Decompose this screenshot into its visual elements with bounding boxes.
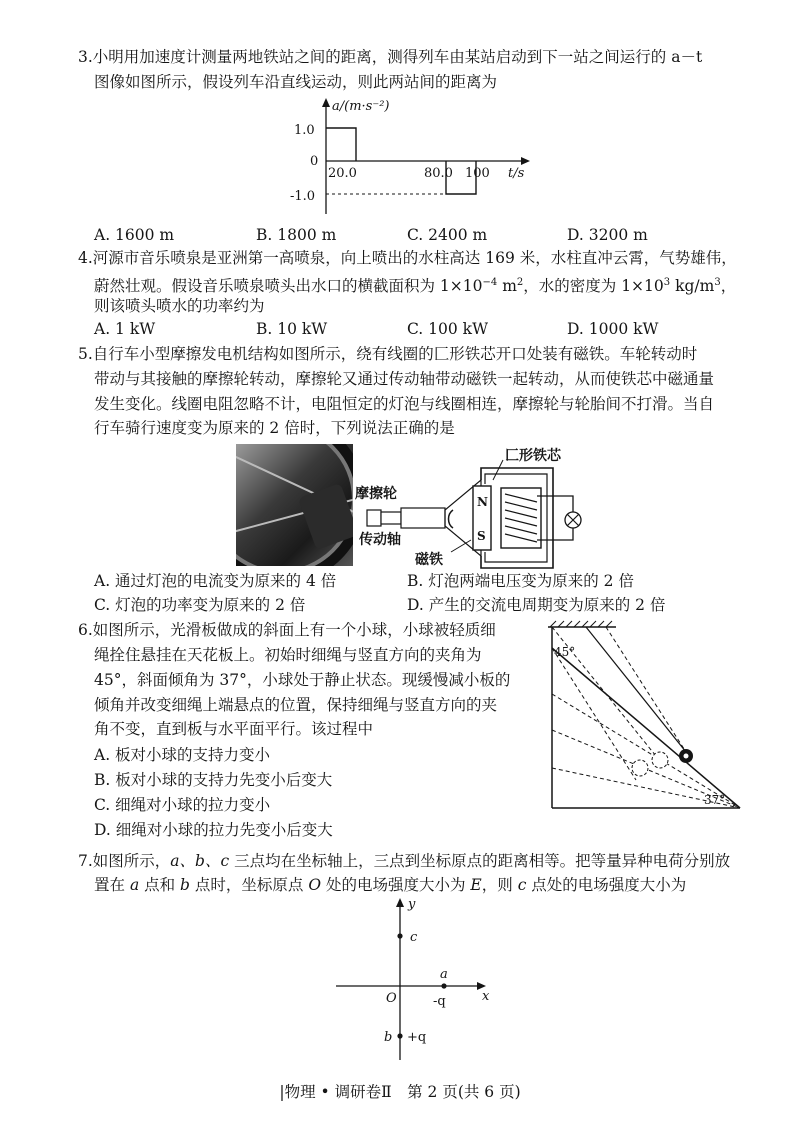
q3-stem-line1: 3.小明用加速度计测量两地铁站之间的距离，测得列车由某站启动到下一站之间运行的 a－t: [78, 48, 703, 66]
q6-option-c: C. 细绳对小球的拉力变小: [94, 796, 271, 814]
q3-y-axis-label: a/(m·s⁻²): [332, 99, 390, 114]
q5-stem-line2: 带动与其接触的摩擦轮转动，摩擦轮又通过传动轴带动磁铁一起转动，从而使铁芯中磁通量: [94, 370, 715, 388]
q4-option-b: B. 10 kW: [256, 320, 328, 338]
q3-xtick-20: 20.0: [328, 166, 357, 181]
magnet-s-label: S: [477, 529, 486, 543]
point-b-dot: [397, 1033, 402, 1038]
q3-xtick-80: 80.0: [424, 166, 453, 181]
magnet-label: 磁铁: [415, 552, 443, 568]
q5-stem-line4: 行车骑行速度变为原来的 2 倍时，下列说法正确的是: [94, 419, 455, 437]
q4-stem-line1: 4.河源市音乐喷泉是亚洲第一高喷泉，向上喷出的水柱高达 169 米，水柱直冲云霄，气势雄伟，: [78, 249, 737, 267]
q7-y-label: y: [408, 897, 416, 912]
q3-x-axis-label: t/s: [508, 166, 525, 181]
q6-incline-diagram: [546, 618, 742, 812]
q5-stem-line3: 发生变化。线圈电阻忽略不计，电阻恒定的灯泡与线圈相连，摩擦轮与轮胎间不打滑。当自: [94, 395, 715, 413]
ball-ghost-shape: [632, 760, 648, 776]
core-leader-shape: [493, 460, 503, 480]
point-c-dot: [397, 933, 402, 938]
q6-stem-line1: 6.如图所示，光滑板做成的斜面上有一个小球，小球被轻质细: [78, 621, 496, 639]
point-a-label: a: [440, 967, 448, 982]
q4-stem-line3: 则该喷头喷水的功率约为: [94, 297, 265, 315]
q7-x-label: x: [482, 989, 490, 1004]
incline-shape: [552, 648, 740, 808]
friction-wheel-label: 摩擦轮: [355, 486, 397, 502]
point-a-dot: [441, 983, 446, 988]
q4-option-d: D. 1000 kW: [567, 320, 659, 338]
q5-option-d: D. 产生的交流电周期变为原来的 2 倍: [407, 596, 666, 614]
core-label: 匚形铁芯: [505, 448, 561, 464]
q3-xtick-100: 100: [465, 166, 490, 181]
q3-stem-line2: 图像如图所示，假设列车沿直线运动，则此两站间的距离为: [94, 73, 498, 91]
q5-option-a: A. 通过灯泡的电流变为原来的 4 倍: [94, 572, 337, 590]
q6-option-d: D. 细绳对小球的拉力先变小后变大: [94, 821, 333, 839]
q3-option-b: B. 1800 m: [256, 226, 337, 244]
q6-option-a: A. 板对小球的支持力变小: [94, 746, 271, 764]
q6-option-b: B. 板对小球的支持力先变小后变大: [94, 771, 333, 789]
q3-accel-segment: [326, 128, 356, 161]
q7-origin-label: O: [386, 991, 397, 1006]
charge-neg-q-label: -q: [433, 994, 446, 1009]
circuit-wire-shape: [537, 496, 573, 516]
q7-stem-line2: 置在 a 点和 b 点时，坐标原点 O 处的电场强度大小为 E，则 c 点处的电场强度大小为: [94, 876, 687, 894]
q4-option-c: C. 100 kW: [407, 320, 488, 338]
q5-stem-line1: 5.自行车小型摩擦发电机结构如图所示，绕有线圈的匚形铁芯开口处装有磁铁。车轮转动时: [78, 345, 698, 363]
q4-option-a: A. 1 kW: [94, 320, 156, 338]
q6-stem-line3: 45°，斜面倾角为 37°，小球处于静止状态。现缓慢减小板的: [94, 671, 511, 689]
q7-y-arrow: [396, 898, 404, 907]
shaft-label: 传动轴: [359, 532, 401, 548]
q6-stem-line4: 倾角并改变细绳上端悬点的位置，保持细绳与竖直方向的夹: [94, 696, 498, 714]
q5-option-c: C. 灯泡的功率变为原来的 2 倍: [94, 596, 306, 614]
q3-option-a: A. 1600 m: [94, 226, 175, 244]
magnet-leader-shape: [451, 540, 471, 552]
q5-option-b: B. 灯泡两端电压变为原来的 2 倍: [407, 572, 634, 590]
point-b-label: b: [384, 1030, 393, 1045]
friction-wheel-shape: [367, 510, 381, 526]
angle-37-label: 37°: [704, 793, 726, 807]
q6-stem-line2: 绳拴住悬挂在天花板上。初始时细绳与竖直方向的夹角为: [94, 646, 482, 664]
q3-y-arrow: [322, 98, 330, 107]
point-c-label: c: [410, 930, 418, 945]
ball-highlight-shape: [684, 754, 689, 759]
shaft-body-shape: [401, 508, 445, 528]
q3-option-d: D. 3200 m: [567, 226, 648, 244]
q7-coordinate-diagram: [330, 894, 510, 1066]
q3-option-c: C. 2400 m: [407, 226, 488, 244]
ball-ghost-shape: [652, 752, 668, 768]
shaft-shape: [381, 512, 401, 524]
dashed-planes-shape: [552, 627, 740, 808]
charge-pos-q-label: +q: [407, 1030, 427, 1045]
q5-dynamo-diagram: [353, 440, 605, 570]
q3-at-graph: [290, 96, 540, 218]
q6-stem-line5: 角不变，直到板与水平面平行。该过程中: [94, 720, 374, 738]
q3-ytick-1: 1.0: [294, 123, 315, 138]
q4-stem-line2: 蔚然壮观。假设音乐喷泉喷头出水口的横截面积为 $1\times 10^{-4}$ $m^2$，水的密度为 $1\times 10^3$ $kg/m^3$，: [94, 277, 737, 296]
q3-ytick-0: 0: [310, 154, 319, 169]
q3-ytick-neg1: -1.0: [290, 189, 316, 204]
q7-stem-line1: 7.如图所示，a、b、c 三点均在坐标轴上，三点到坐标原点的距离相等。把等量异种电荷分别放: [78, 852, 731, 870]
rotation-arrow-shape: [449, 510, 454, 528]
q3-x-arrow: [521, 157, 530, 165]
page-footer: |物理 • 调研卷Ⅱ 第 2 页(共 6 页): [279, 1083, 521, 1101]
ceiling-hatch-shape: [550, 621, 612, 627]
bicycle-dynamo-photo: [236, 444, 353, 566]
magnet-n-label: N: [477, 495, 488, 509]
angle-45-label: 45°: [554, 645, 576, 659]
